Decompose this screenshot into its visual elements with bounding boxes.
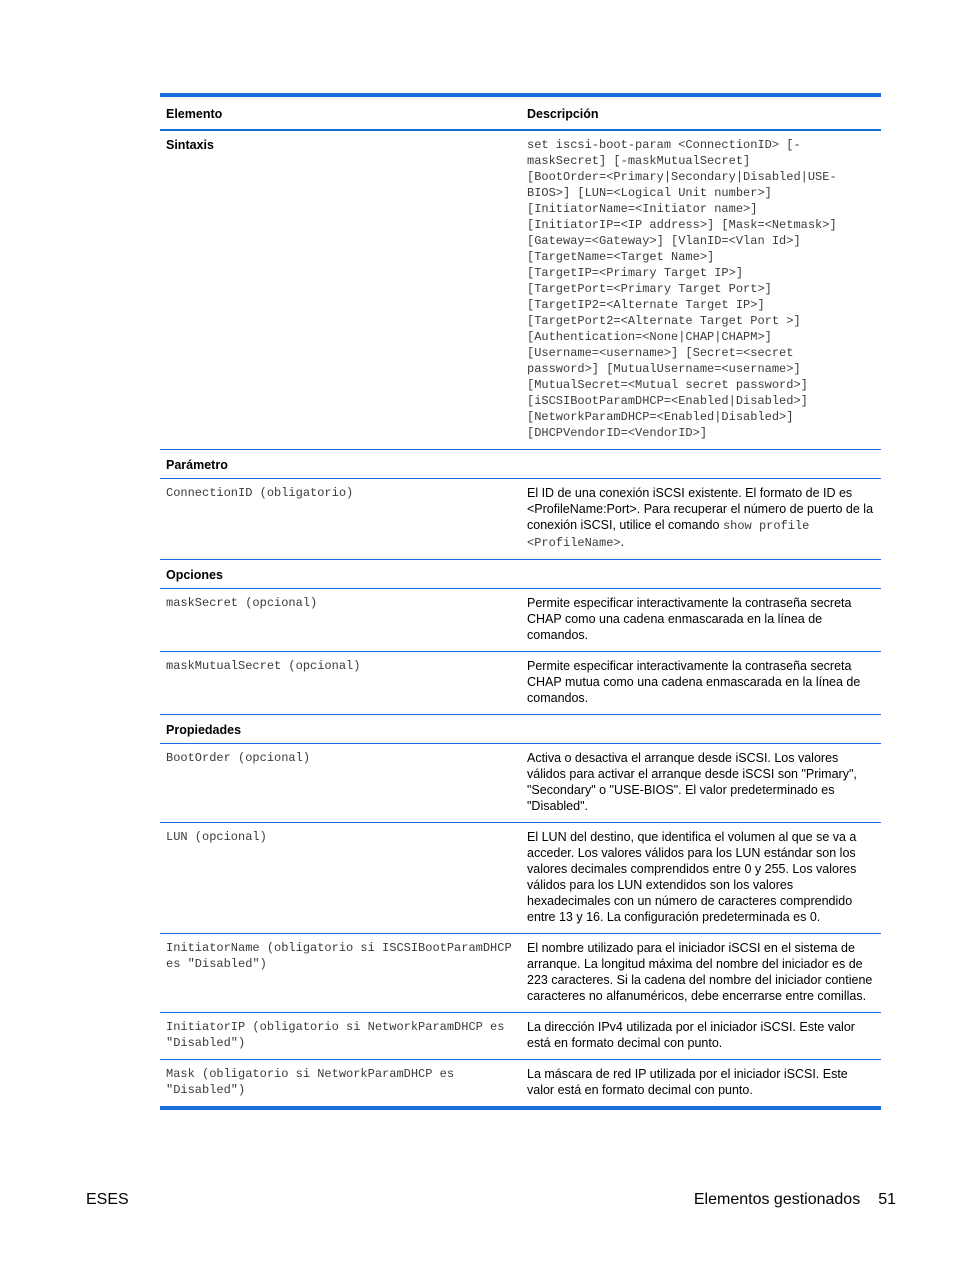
section-propiedades xyxy=(160,715,881,744)
inline-code: show profile <ProfileName> xyxy=(527,519,810,550)
syntax-line: [BootOrder=<Primary|Secondary|Disabled|USE- xyxy=(527,170,837,184)
param-name: ConnectionID (obligatorio) xyxy=(166,486,354,500)
param-desc: El ID de una conexión iSCSI existente. El formato de ID es <ProfileName:Port>. Para recuperar el número de puerto de la conexión iSCSI, utilice el comando show profile <ProfileName>. xyxy=(527,486,874,550)
syntax-line: [Gateway=<Gateway>] [VlanID=<Vlan Id>] xyxy=(527,234,801,248)
syntax-line: [TargetName=<Target Name>] xyxy=(527,250,715,264)
header-descripcion: Descripción xyxy=(527,107,599,121)
param-desc: Permite especificar interactivamente la contraseña secreta CHAP como una cadena enmascarada en la línea de comandos. xyxy=(527,596,852,642)
section-title: Opciones xyxy=(166,568,223,582)
table-row xyxy=(160,823,881,934)
table-row xyxy=(160,1060,881,1106)
section-parametro xyxy=(160,450,881,479)
syntax-line: [TargetPort=<Primary Target Port>] xyxy=(527,282,772,296)
syntax-line: maskSecret] [-maskMutualSecret] xyxy=(527,154,751,168)
table-row xyxy=(160,652,881,715)
parameter-table xyxy=(160,93,881,1110)
param-desc: El LUN del destino, que identifica el volumen al que se va a acceder. Los valores válidos para los LUN estándar son los valores decimales comprendidos entre 0 y 255. Los valores válidos para los LUN extendidos son los valores hexadecimales con un número de caracteres comprendido entre 13 y 16. La configuración predeterminada es 0. xyxy=(527,830,857,924)
syntax-line: set iscsi-boot-param <ConnectionID> [- xyxy=(527,138,801,152)
footer-locale: ESES xyxy=(86,1191,129,1208)
param-name: BootOrder (opcional) xyxy=(166,751,311,765)
syntax-line: [TargetIP2=<Alternate Target IP>] xyxy=(527,298,765,312)
table-row xyxy=(160,1013,881,1060)
syntax-line: [Username=<username>] [Secret=<secret xyxy=(527,346,794,360)
param-name: InitiatorIP (obligatorio si NetworkParamDHCP es "Disabled") xyxy=(166,1020,512,1050)
param-name: InitiatorName (obligatorio si ISCSIBootParamDHCP es "Disabled") xyxy=(166,941,519,971)
syntax-line: [TargetIP=<Primary Target IP>] xyxy=(527,266,744,280)
syntax-line: password>] [MutualUsername=<username>] xyxy=(527,362,801,376)
page-number: 51 xyxy=(878,1191,896,1208)
param-name: maskMutualSecret (opcional) xyxy=(166,659,361,673)
syntax-line: [MutualSecret=<Mutual secret password>] xyxy=(527,378,808,392)
param-desc: La dirección IPv4 utilizada por el iniciador iSCSI. Este valor está en formato decimal con punto. xyxy=(527,1020,855,1050)
footer-page-info xyxy=(694,1191,896,1209)
syntax-label: Sintaxis xyxy=(166,138,214,152)
syntax-code xyxy=(521,131,881,449)
syntax-line: [TargetPort2=<Alternate Target Port >] xyxy=(527,314,801,328)
param-name: Mask (obligatorio si NetworkParamDHCP es "Disabled") xyxy=(166,1067,462,1097)
param-name: LUN (opcional) xyxy=(166,830,267,844)
param-desc: El nombre utilizado para el iniciador iSCSI en el sistema de arranque. La longitud máxima del nombre del iniciador es de 223 caracteres. Si la cadena del nombre del iniciador contiene caracteres no alfanuméricos, debe encerrarse entre comillas. xyxy=(527,941,873,1003)
table-row xyxy=(160,479,881,560)
table-row xyxy=(160,934,881,1013)
table-row xyxy=(160,589,881,652)
syntax-row xyxy=(160,131,881,450)
section-title: Propiedades xyxy=(166,723,242,737)
param-name: maskSecret (opcional) xyxy=(166,596,318,610)
param-desc: Activa o desactiva el arranque desde iSCSI. Los valores válidos para activar el arranque desde iSCSI son "Primary", "Secondary" o "USE-BIOS". El valor predeterminado es "Disabled". xyxy=(527,751,857,813)
syntax-line: [DHCPVendorID=<VendorID>] xyxy=(527,426,708,440)
syntax-line: [Authentication=<None|CHAP|CHAPM>] xyxy=(527,330,772,344)
syntax-line: BIOS>] [LUN=<Logical Unit number>] xyxy=(527,186,772,200)
table-row xyxy=(160,744,881,823)
syntax-line: [NetworkParamDHCP=<Enabled|Disabled>] xyxy=(527,410,794,424)
param-desc: La máscara de red IP utilizada por el iniciador iSCSI. Este valor está en formato decimal con punto. xyxy=(527,1067,848,1097)
header-elemento: Elemento xyxy=(166,107,223,121)
syntax-line: [iSCSIBootParamDHCP=<Enabled|Disabled>] xyxy=(527,394,808,408)
syntax-line: [InitiatorIP=<IP address>] [Mask=<Netmask>] xyxy=(527,218,837,232)
table-header xyxy=(160,97,881,131)
section-title: Parámetro xyxy=(166,458,228,472)
section-opciones xyxy=(160,560,881,589)
syntax-line: [InitiatorName=<Initiator name>] xyxy=(527,202,758,216)
footer-section-title: Elementos gestionados xyxy=(693,1191,861,1208)
param-desc: Permite especificar interactivamente la contraseña secreta CHAP mutua como una cadena enmascarada en la línea de comandos. xyxy=(527,659,861,705)
